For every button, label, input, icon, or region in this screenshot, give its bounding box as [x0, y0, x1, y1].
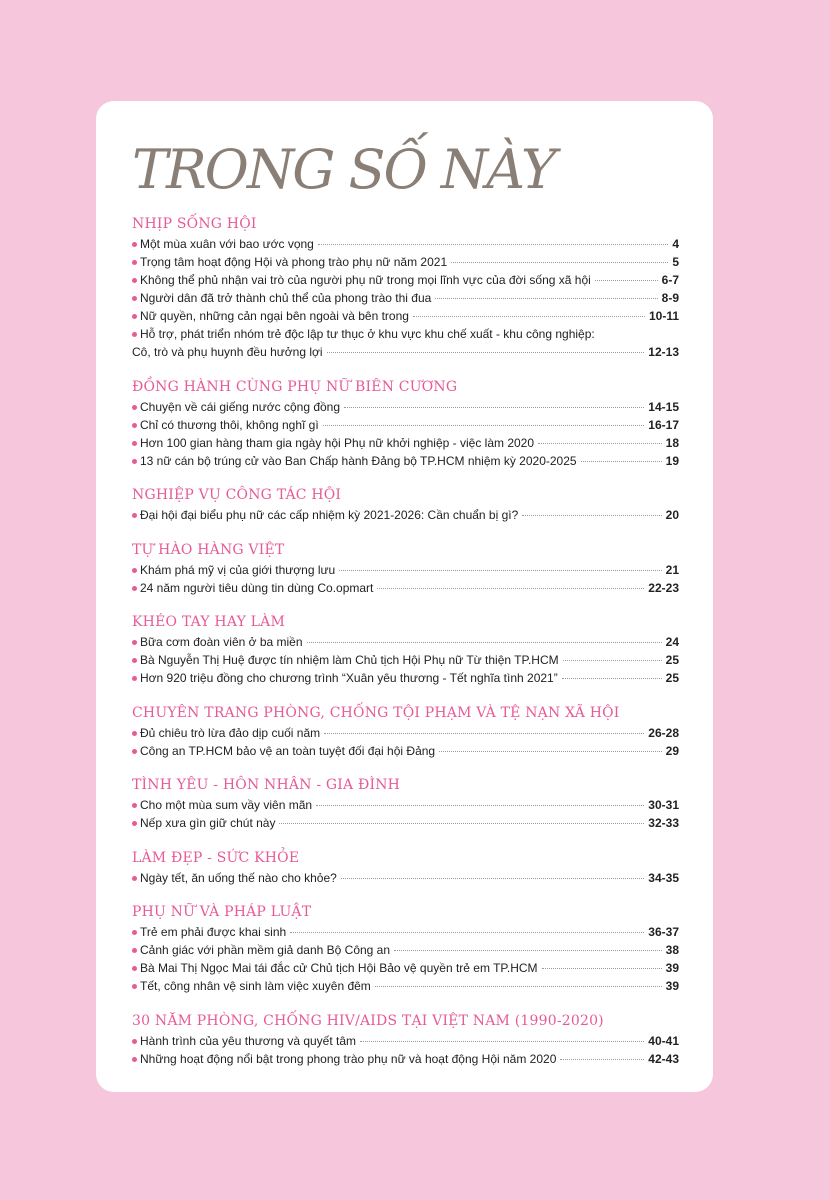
entry-title: Ngày tết, ăn uống thế nào cho khỏe? — [140, 870, 337, 885]
dot-leader — [451, 262, 668, 263]
page-number: 38 — [665, 943, 679, 957]
page-number: 10-11 — [648, 309, 679, 323]
page-title: TRONG SỐ NÀY — [132, 138, 555, 201]
toc-entry[interactable] — [132, 1050, 679, 1068]
toc-entry[interactable] — [132, 579, 679, 597]
bullet-icon — [132, 731, 137, 736]
page-number: 12-13 — [648, 345, 679, 359]
entry-title: Cảnh giác với phần mềm giả danh Bộ Công an — [140, 943, 391, 957]
bullet-icon — [132, 423, 137, 428]
toc-entry[interactable] — [132, 742, 679, 760]
entry-title: Không thể phủ nhận vai trò của người phụ nữ trong mọi lĩnh vực của đời sống xã hội — [140, 273, 591, 287]
entry-title: Khám phá mỹ vị của giới thượng lưu — [140, 562, 336, 577]
toc-section — [132, 612, 679, 687]
entry-title: Hơn 100 gian hàng tham gia ngày hội Phụ nữ khởi nghiệp - việc làm 2020 — [140, 435, 535, 450]
dot-leader — [377, 588, 644, 589]
toc-entry[interactable] — [132, 289, 679, 307]
entry-title: Nếp xưa gìn giữ chút này — [140, 816, 276, 830]
toc-entry[interactable] — [132, 235, 679, 253]
section-title: TÌNH YÊU - HÔN NHÂN - GIA ĐÌNH — [132, 777, 401, 793]
dot-leader — [307, 642, 662, 643]
toc-section — [132, 485, 679, 524]
section-title: CHUYÊN TRANG PHÒNG, CHỐNG TỘI PHẠM VÀ TỆ NẠN XÃ HỘI — [132, 704, 620, 721]
bullet-icon — [132, 676, 137, 681]
page-number: 5 — [672, 255, 679, 269]
bullet-icon — [132, 803, 137, 808]
dot-leader — [290, 932, 644, 933]
dot-leader — [344, 407, 644, 408]
section-title: NHỊP SỐNG HỘI — [132, 216, 257, 232]
page-number: 8-9 — [661, 291, 679, 305]
entry-title: Nữ quyền, những cản ngại bên ngoài và bên trong — [140, 309, 409, 323]
bullet-icon — [132, 405, 137, 410]
bullet-icon — [132, 1039, 137, 1044]
toc-section — [132, 540, 679, 597]
toc-entry[interactable] — [132, 452, 679, 470]
bullet-icon — [132, 332, 137, 337]
section-title: ĐỒNG HÀNH CÙNG PHỤ NỮ BIÊN CƯƠNG — [132, 378, 458, 395]
toc-section — [132, 848, 679, 887]
toc-entry[interactable] — [132, 271, 679, 289]
entry-title: Bữa cơm đoàn viên ở ba miền — [140, 635, 303, 649]
dot-leader — [595, 280, 658, 281]
page-number: 39 — [665, 961, 679, 975]
dot-leader — [439, 751, 662, 752]
bullet-icon — [132, 568, 137, 573]
bullet-icon — [132, 966, 137, 971]
bullet-icon — [132, 586, 137, 591]
entry-title: Đủ chiêu trò lừa đảo dịp cuối năm — [140, 725, 321, 740]
section-title: TỰ HÀO HÀNG VIỆT — [132, 541, 285, 558]
dot-leader — [562, 678, 662, 679]
toc-section — [132, 775, 679, 832]
bullet-icon — [132, 749, 137, 754]
page-number: 24 — [665, 635, 679, 649]
dot-leader — [394, 950, 662, 951]
entry-title: Bà Nguyễn Thị Huệ được tín nhiệm làm Chủ tịch Hội Phụ nữ Từ thiện TP.HCM — [140, 653, 559, 667]
page-number: 22-23 — [648, 580, 679, 595]
dot-leader — [413, 316, 645, 317]
dot-leader — [435, 298, 657, 299]
entry-title: Bà Mai Thị Ngọc Mai tái đắc cử Chủ tịch Hội Bảo vệ quyền trẻ em TP.HCM — [140, 961, 538, 975]
toc-entry[interactable] — [132, 307, 679, 325]
bullet-icon — [132, 984, 137, 989]
dot-leader — [327, 352, 645, 353]
entry-title: Người dân đã trở thành chủ thể của phong trào thi đua — [140, 291, 432, 305]
dot-leader — [538, 443, 662, 444]
entry-title: Trọng tâm hoạt động Hội và phong trào phụ nữ năm 2021 — [140, 255, 448, 269]
entry-title: Cho một mùa sum vầy viên mãn — [140, 798, 313, 812]
toc-entry[interactable] — [132, 561, 679, 579]
toc-entry[interactable] — [132, 941, 679, 959]
toc-section — [132, 214, 679, 361]
page-number: 32-33 — [648, 816, 679, 830]
toc-entry[interactable] — [132, 253, 679, 271]
page-number: 39 — [665, 979, 679, 993]
bullet-icon — [132, 296, 137, 301]
entry-title: Chuyện về cái giếng nước cộng đồng — [140, 399, 341, 414]
toc-entry[interactable] — [132, 977, 679, 995]
dot-leader — [316, 805, 644, 806]
toc-entry[interactable] — [132, 869, 679, 887]
toc-entry[interactable] — [132, 651, 679, 669]
entry-title: Chỉ có thương thôi, không nghĩ gì — [140, 417, 319, 432]
page-number: 21 — [665, 562, 679, 577]
entry-title-line2: Cô, trò và phụ huynh đều hưởng lợi — [132, 345, 323, 359]
toc-entry-continuation[interactable] — [132, 343, 679, 361]
page-number: 18 — [665, 435, 679, 450]
section-title: LÀM ĐẸP - SỨC KHỎE — [132, 849, 300, 866]
page-number: 4 — [672, 237, 679, 251]
toc-entry[interactable] — [132, 814, 679, 832]
toc-section — [132, 377, 679, 470]
bullet-icon — [132, 278, 137, 283]
dot-leader — [339, 570, 661, 571]
toc-entry[interactable] — [132, 325, 679, 343]
entry-title: Hơn 920 triệu đồng cho chương trình “Xuân yêu thương - Tết nghĩa tình 2021” — [140, 671, 558, 685]
toc-entry[interactable] — [132, 923, 679, 941]
bullet-icon — [132, 441, 137, 446]
dot-leader — [581, 461, 662, 462]
page-number: 26-28 — [648, 725, 679, 740]
section-title: PHỤ NỮ VÀ PHÁP LUẬT — [132, 904, 312, 920]
entry-title: Trẻ em phải được khai sinh — [140, 925, 287, 939]
dot-leader — [318, 244, 668, 245]
dot-leader — [375, 986, 662, 987]
bullet-icon — [132, 640, 137, 645]
toc-section — [132, 703, 679, 760]
toc-section — [132, 1011, 679, 1068]
dot-leader — [279, 823, 644, 824]
page-number: 14-15 — [648, 399, 679, 414]
toc-entry[interactable] — [132, 398, 679, 416]
page-number: 36-37 — [648, 925, 679, 939]
page-number: 34-35 — [648, 870, 679, 885]
table-of-contents — [132, 214, 679, 1083]
entry-title: Những hoạt động nổi bật trong phong trào phụ nữ và hoạt động Hội năm 2020 — [140, 1051, 557, 1066]
page-number: 30-31 — [648, 798, 679, 812]
dot-leader — [563, 660, 662, 661]
entry-title: 24 năm người tiêu dùng tin dùng Co.opmart — [140, 580, 374, 595]
page-number: 29 — [665, 743, 679, 758]
bullet-icon — [132, 260, 137, 265]
bullet-icon — [132, 930, 137, 935]
page-number: 25 — [665, 653, 679, 667]
page-number: 20 — [665, 508, 679, 522]
entry-title: 13 nữ cán bộ trúng cử vào Ban Chấp hành Đảng bộ TP.HCM nhiệm kỳ 2020-2025 — [140, 453, 577, 468]
dot-leader — [360, 1041, 644, 1042]
toc-entry[interactable] — [132, 506, 679, 524]
bullet-icon — [132, 876, 137, 881]
page-number: 6-7 — [661, 273, 679, 287]
bullet-icon — [132, 314, 137, 319]
entry-title: Hành trình của yêu thương và quyết tâm — [140, 1033, 357, 1048]
section-title: NGHIỆP VỤ CÔNG TÁC HỘI — [132, 487, 342, 503]
entry-title: Hỗ trợ, phát triển nhóm trẻ độc lập tư thục ở khu vực khu chế xuất - khu công nghiệp: — [140, 327, 595, 341]
page-number: 19 — [665, 453, 679, 468]
toc-entry[interactable] — [132, 1032, 679, 1050]
bullet-icon — [132, 821, 137, 826]
toc-entry[interactable] — [132, 434, 679, 452]
section-title: KHÉO TAY HAY LÀM — [132, 614, 286, 630]
entry-title: Tết, công nhân vệ sinh làm việc xuyên đêm — [140, 979, 371, 993]
entry-title: Một mùa xuân với bao ước vọng — [140, 237, 314, 251]
bullet-icon — [132, 948, 137, 953]
page-number: 16-17 — [648, 417, 679, 432]
bullet-icon — [132, 658, 137, 663]
dot-leader — [324, 733, 644, 734]
bullet-icon — [132, 1057, 137, 1062]
toc-entry[interactable] — [132, 416, 679, 434]
page-number: 25 — [665, 671, 679, 685]
toc-entry[interactable] — [132, 959, 679, 977]
entry-title: Công an TP.HCM bảo vệ an toàn tuyệt đối đại hội Đảng — [140, 743, 436, 758]
dot-leader — [323, 425, 645, 426]
toc-entry[interactable] — [132, 724, 679, 742]
dot-leader — [542, 968, 662, 969]
toc-entry[interactable] — [132, 669, 679, 687]
bullet-icon — [132, 513, 137, 518]
dot-leader — [560, 1059, 644, 1060]
section-title: 30 NĂM PHÒNG, CHỐNG HIV/AIDS TẠI VIỆT NAM (1990-2020) — [132, 1012, 604, 1029]
toc-section — [132, 902, 679, 995]
entry-title: Đại hội đại biểu phụ nữ các cấp nhiệm kỳ 2021-2026: Cần chuẩn bị gì? — [140, 508, 519, 522]
page-number: 40-41 — [648, 1033, 679, 1048]
dot-leader — [522, 515, 661, 516]
page-number: 42-43 — [648, 1051, 679, 1066]
bullet-icon — [132, 459, 137, 464]
bullet-icon — [132, 242, 137, 247]
toc-entry[interactable] — [132, 633, 679, 651]
toc-entry[interactable] — [132, 796, 679, 814]
dot-leader — [341, 878, 644, 879]
